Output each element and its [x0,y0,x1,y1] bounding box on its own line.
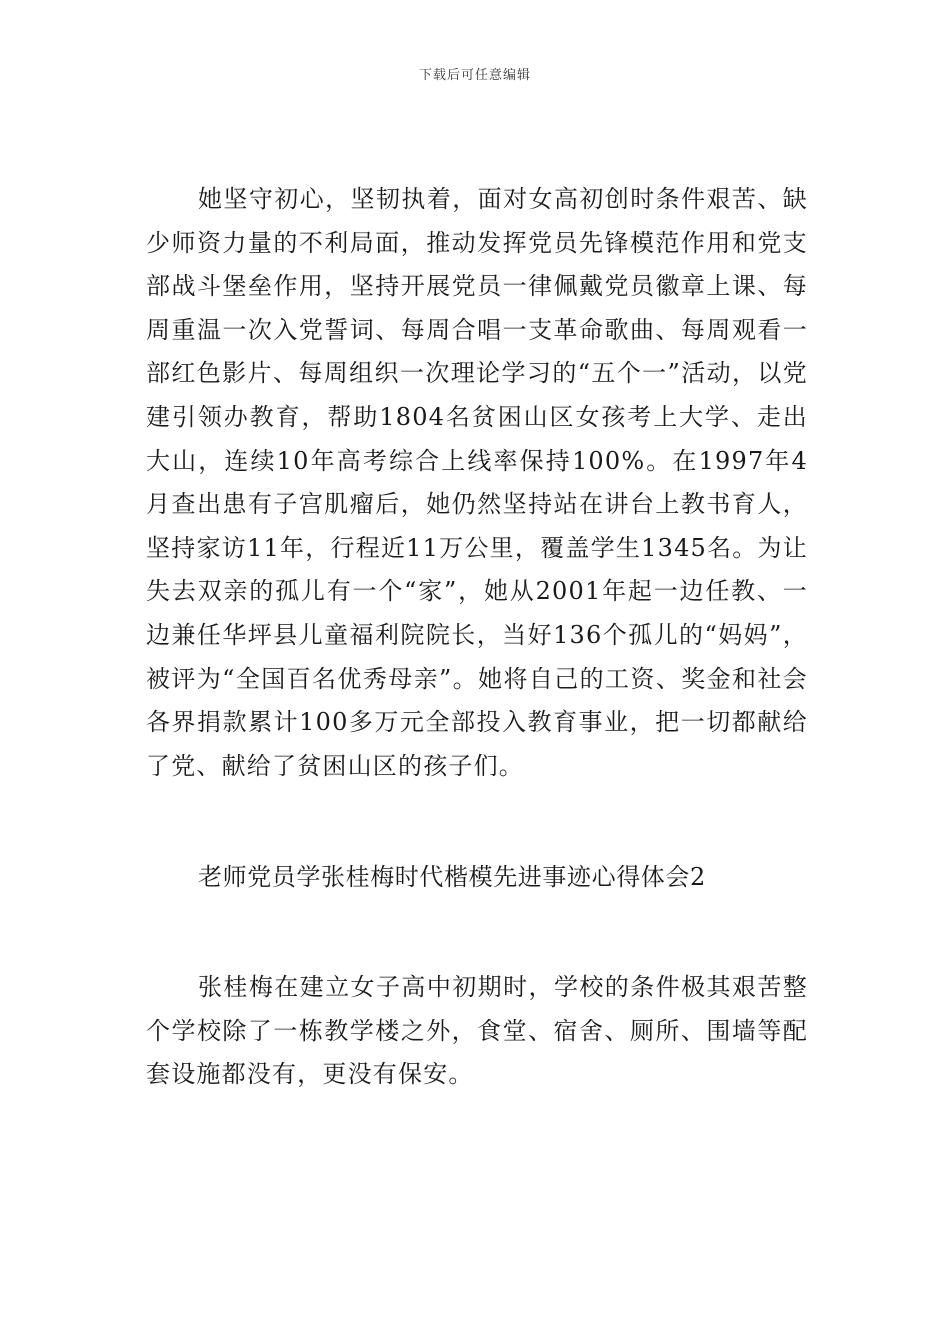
document-body [146,178,808,1097]
paragraph-2: 张桂梅在建立女子高中初期时，学校的条件极其艰苦整个学校除了一栋教学楼之外，食堂、宿舍、厕所、围墙等配套设施都没有，更没有保安。 [146,972,808,1089]
paragraph-1: 她坚守初心，坚韧执着，面对女高初创时条件艰苦、缺少师资力量的不利局面，推动发挥党员先锋模范作用和党支部战斗堡垒作用，坚持开展党员一律佩戴党员徽章上课、每周重温一次入党誓词、每周合唱一支革命歌曲、每周观看一部红色影片、每周组织一次理论学习的“五个一”活动，以党建引领办教育，帮助1804名贫困山区女孩考上大学、走出大山，连续10年高考综合上线率保持100%。在1997年4月查出患有子宫肌瘤后，她仍然坚持站在讲台上教书育人，坚持家访11年，行程近11万公里，覆盖学生1345名。为让失去双亲的孤儿有一个“家”，她从2001年起一边任教、一边兼任华坪县儿童福利院院长，当好136个孤儿的“妈妈”，被评为“全国百名优秀母亲”。她将自己的工资、奖金和社会各界捐款累计100多万元全部投入教育事业，把一切都献给了党、献给了贫困山区的孩子们。 [146,185,808,780]
header-note: 下载后可任意编辑 [418,68,531,83]
section-heading: 老师党员学张桂梅时代楷模先进事迹心得体会2 [198,863,706,892]
spacer [146,900,808,966]
spacer [146,788,808,856]
